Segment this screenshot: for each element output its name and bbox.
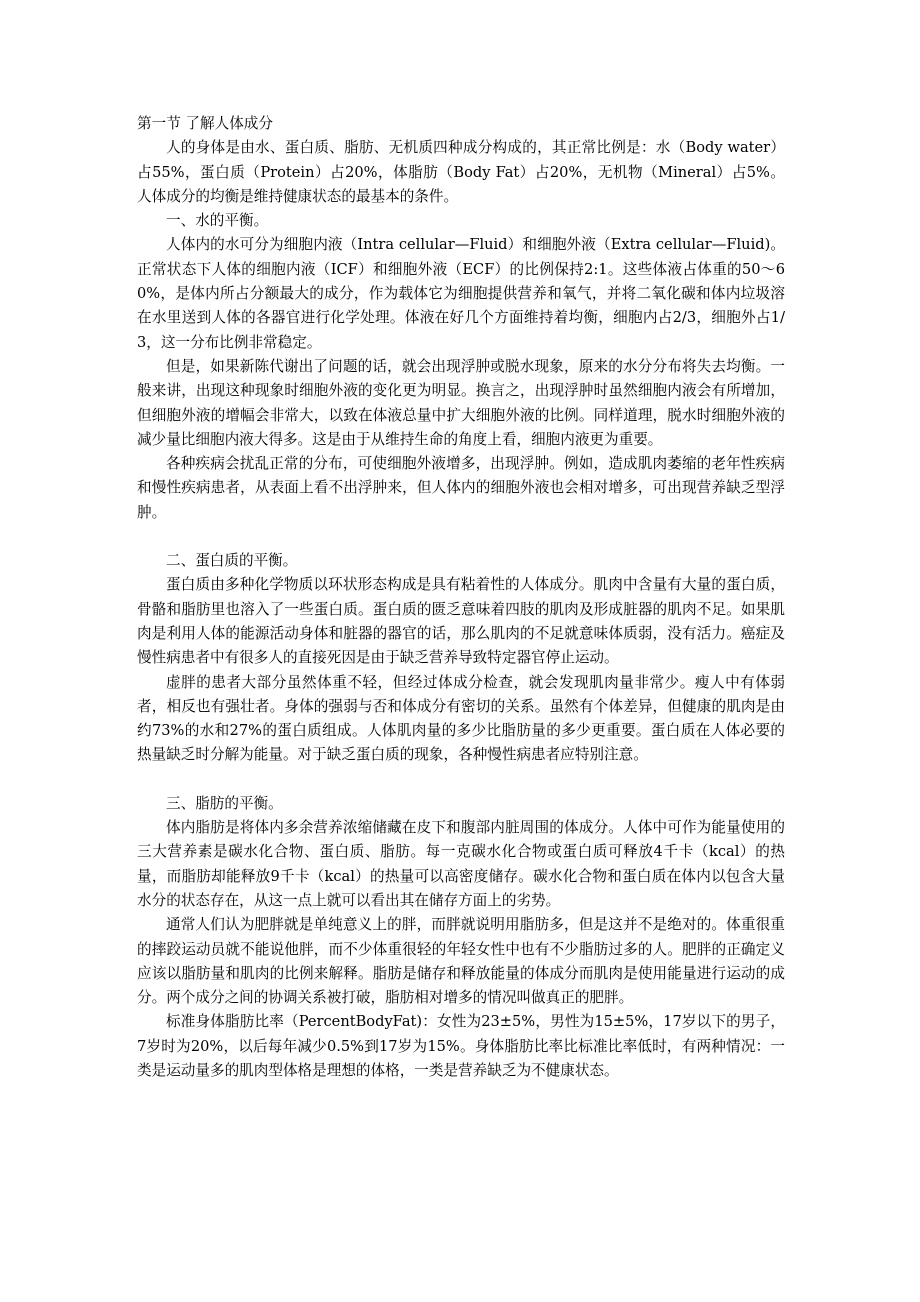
intro-paragraph: 人的身体是由水、蛋白质、脂肪、无机质四种成分构成的，其正常比例是：水（Body water）占55%，蛋白质（Protein）占20%，体脂肪（Body Fat）占20%，无机物（Mineral）占5%。人体成分的均衡是维持健康状态的最基本的条件。 bbox=[137, 139, 785, 205]
protein-paragraph-1: 蛋白质由多种化学物质以环状形态构成是具有粘着性的人体成分。肌肉中含量有大量的蛋白质，骨骼和脂肪里也溶入了一些蛋白质。蛋白质的匮乏意味着四肢的肌肉及形成脏器的肌肉不足。如果肌肉是利用人体的能源活动身体和脏器的器官的话，那么肌肉的不足就意味体质弱，没有活力。癌症及慢性病患者中有很多人的直接死因是由于缺乏营养导致特定器官停止运动。 bbox=[137, 576, 785, 667]
protein-paragraph-2: 虚胖的患者大部分虽然体重不轻，但经过体成分检查，就会发现肌肉量非常少。瘦人中有体弱者，相反也有强壮者。身体的强弱与否和体成分有密切的关系。虽然有个体差异，但健康的肌肉是由约73%的水和27%的蛋白质组成。人体肌肉量的多少比脂肪量的多少更重要。蛋白质在人体必要的热量缺乏时分解为能量。对于缺乏蛋白质的现象，各种慢性病患者应特别注意。 bbox=[137, 673, 785, 764]
fat-paragraph-2: 通常人们认为肥胖就是单纯意义上的胖，而胖就说明用脂肪多，但是这并不是绝对的。体重很重的摔跤运动员就不能说他胖，而不少体重很轻的年轻女性中也有不少脂肪过多的人。肥胖的正确定义应该以脂肪量和肌肉的比例来解释。脂肪是储存和释放能量的体成分而肌肉是使用能量进行运动的成分。两个成分之间的协调关系被打破，脂肪相对增多的情况叫做真正的肥胖。 bbox=[137, 916, 785, 1007]
section-spacer bbox=[137, 768, 785, 792]
water-paragraph-1: 人体内的水可分为细胞内液（Intra cellular—Fluid）和细胞外液（Extra cellular—Fluid)。正常状态下人体的细胞内液（ICF）和细胞外液（ECF）的比例保持2:1。这些体液占体重的50～60%，是体内所占分额最大的成分，作为载体它为细胞提供营养和氧气，并将二氧化碳和体内垃圾溶在水里送到人体的各器官进行化学处理。体液在好几个方面维持着均衡，细胞内占2/3，细胞外占1/3，这一分布比例非常稳定。 bbox=[137, 236, 785, 351]
section-fat-heading: 三、脂肪的平衡。 bbox=[166, 794, 283, 812]
water-paragraph-2: 但是，如果新陈代谢出了问题的话，就会出现浮肿或脱水现象，原来的水分分布将失去均衡。一般来讲，出现这种现象时细胞外液的变化更为明显。换言之，出现浮肿时虽然细胞内液会有所增加，但细胞外液的增幅会非常大，以致在体液总量中扩大细胞外液的比例。同样道理，脱水时细胞外液的减少量比细胞内液大得多。这是由于从维持生命的角度上看，细胞内液更为重要。 bbox=[137, 357, 785, 448]
fat-paragraph-3: 标准身体脂肪比率（PercentBodyFat)：女性为23±5%，男性为15±5%，17岁以下的男子，7岁时为20%，以后每年减少0.5%到17岁为15%。身体脂肪比率比标准比率低时，有两种情况：一类是运动量多的肌肉型体格是理想的体格，一类是营养缺乏为不健康状态。 bbox=[137, 1013, 785, 1079]
section-water-heading: 一、水的平衡。 bbox=[166, 212, 269, 230]
document-title: 第一节 了解人体成分 bbox=[137, 115, 273, 132]
fat-paragraph-1: 体内脂肪是将体内多余营养浓缩储藏在皮下和腹部内脏周围的体成分。人体中可作为能量使用的三大营养素是碳水化合物、蛋白质、脂肪。每一克碳水化合物或蛋白质可释放4千卡（kcal）的热量，而脂肪却能释放9千卡（kcal）的热量可以高密度储存。碳水化合物和蛋白质在体内以包含大量水分的状态存在，从这一点上就可以看出其在储存方面上的劣势。 bbox=[137, 819, 785, 909]
section-spacer bbox=[137, 525, 785, 549]
water-paragraph-3: 各种疾病会扰乱正常的分布，可使细胞外液增多，出现浮肿。例如，造成肌肉萎缩的老年性疾病和慢性疾病患者，从表面上看不出浮肿来，但人体内的细胞外液也会相对增多，可出现营养缺乏型浮肿。 bbox=[137, 455, 785, 521]
document-page bbox=[137, 112, 785, 1083]
section-protein-heading: 二、蛋白质的平衡。 bbox=[166, 552, 298, 570]
